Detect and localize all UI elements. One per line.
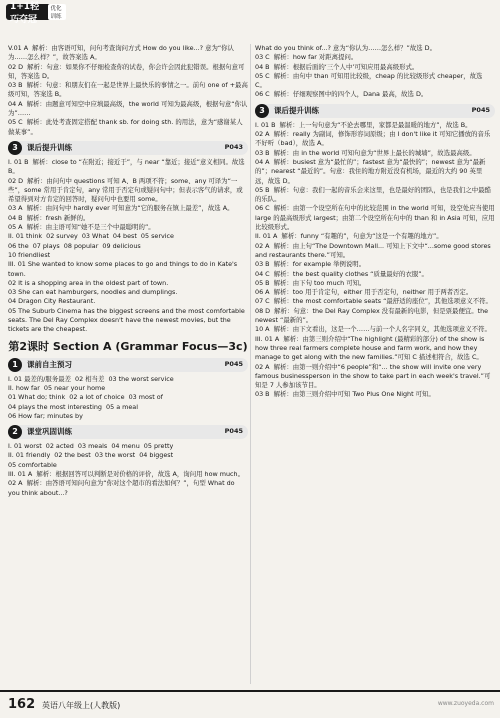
answer-line: 05 B 解析：句意：我们一起的音乐会来这里，也是最好的团队，也是我们之中最酷的乐队。 xyxy=(255,185,491,204)
answer-line: 04 plays the most interesting 05 a meal xyxy=(8,402,138,411)
answer-line: 03 C 解析：how far 对距离提问。 xyxy=(255,53,358,62)
section-page: P045 xyxy=(471,106,490,115)
section-title: 课堂巩固训练 xyxy=(27,427,72,437)
section-title: 课后提升训练 xyxy=(27,143,72,153)
footer-rule xyxy=(0,690,500,692)
answer-line: 04 A 解析：busiest 意为“最忙的”；fastest 意为“最快的”；newest 意为“最新的”；nearest “最近的”。句意：我住的地方附近没有机场，最近的大约 90 英里远，故选 D。 xyxy=(255,157,486,185)
watermark: www.zuoyeda.com xyxy=(437,700,494,707)
section-number: 3 xyxy=(255,104,269,118)
answer-line: II. 01 think 02 survey 03 What 04 best 05 service xyxy=(8,232,174,241)
section-header-post-class xyxy=(8,141,248,155)
answer-line: 03 B 解析：由 in the world 可知句意为“世界上最长的城墙”，故选最高级。 xyxy=(255,148,476,157)
column-divider xyxy=(250,44,251,684)
section-header-preview xyxy=(8,358,248,372)
answer-line: What do you think of...? 意为“你认为……怎么样？”故选 D。 xyxy=(255,44,436,52)
section-number: 2 xyxy=(8,425,22,439)
section-header-post-class-2 xyxy=(255,104,495,118)
answer-line: 06 the 07 plays 08 popular 09 delicious xyxy=(8,241,141,250)
answer-line: I. 01 worst 02 acted 03 meals 04 menu 05 pretty xyxy=(8,442,174,451)
section-title: 课前自主预习 xyxy=(27,359,72,369)
answer-line: 06 A 解析：too 用于肯定句，either 用于否定句，neither 用于两者否定。 xyxy=(255,288,473,297)
logo-text: 1+1轻巧夺冠 xyxy=(10,2,40,25)
page-footer xyxy=(0,690,500,718)
section-page: P045 xyxy=(224,359,243,368)
section-number: 1 xyxy=(8,358,22,372)
answer-line: II. 01 A 解析：funny “有趣的”，句意为“这是一个有趣的地方”。 xyxy=(255,232,443,241)
answer-line: III. 01 She wanted to know some places to go and things to do in Kate's town. xyxy=(8,260,240,278)
answer-line: 02 It is a shopping area in the oldest part of town. xyxy=(8,278,169,287)
answer-line: 02 D 解析：句意：如果你不仔细检查你的试卷，你会许会因此犯错误。根据句意可知，答案选 D。 xyxy=(8,62,245,80)
logo-tag: 优化训练 xyxy=(48,4,66,20)
answer-line: 04 A 解析：由题意可知空中应填最高级，the world 可知为最高级，根据句意“你认为”…… xyxy=(8,99,248,118)
answer-line: 10 friendliest xyxy=(8,250,51,259)
answer-line: I. 01 B 解析：close to “在附近；接近于”，与 near “靠近；接近”意义相同。故选 B。 xyxy=(8,157,247,176)
answer-line: 04 B 解析：fresh 新鲜的。 xyxy=(8,213,90,222)
answer-line: 06 C 解析：由第一个设空所在句中的比较范围 in the world 可知，设空处应当使用 large 的最高级形式 largest；由第二个设空所在句中的 than 和 in Asia 可知，应用比较级形式。 xyxy=(255,204,497,232)
answer-line: 06 C 解析：仔细观察图中的四个人，Dana 最高，故选 D。 xyxy=(255,90,428,99)
answer-line: 05 The Suburb Cinema has the biggest screens and the most comfortable seats. The Del Ray Complex doesn't have the newest movies, but the tickets are the cheapest. xyxy=(8,306,247,334)
section-title: 课后提升训练 xyxy=(274,106,319,116)
answer-line: 02 A 解析：由第一则介绍中“6 people”和“... the show will invite one very famous businessperson in the show to take part in each week's travel.”可知是 7 人参加该节目。 xyxy=(255,362,491,390)
section-page: P045 xyxy=(224,427,243,436)
left-column xyxy=(8,44,248,498)
answer-line: III. 01 A 解析：根据回答可以判断是对价格的评价，故选 A，询问用 how much。 xyxy=(8,469,244,478)
answer-line: 04 C 解析：the best quality clothes “质量最好的衣服”。 xyxy=(255,269,428,278)
answer-line: 04 B 解析：根据后面的‘三个人中’可知应用最高级形式。 xyxy=(255,62,419,71)
answer-line: 05 C 解析：由句中 than 可知用比较级，cheap 的比较级形式 cheaper，故选 C。 xyxy=(255,71,485,90)
answer-line: V.01 A 解析：由客语可知，问句考查询问方式 How do you like...? 意为“你认为……怎么样？”，故答案选 A。 xyxy=(8,44,234,62)
answer-line: 03 B 解析：句意：和朋友们在一起是世界上最快乐的事情之一。前句 one of +最高级可知，答案选 B。 xyxy=(8,81,248,99)
answer-line: 07 C 解析：the most comfortable seats “最舒适的座位”，其他选项意义不符。 xyxy=(255,297,492,306)
answer-line: 03 A 解析：由问句中 hardly ever 可知意为“它的服务在镇上最差”，故选 A。 xyxy=(8,204,234,213)
answer-line: 03 B 解析：for example 举例说明。 xyxy=(255,260,366,269)
answer-line: 01 What do; think 02 a lot of choice 03 most of xyxy=(8,393,163,402)
answer-line: 02 A 解析：由上句“The Downtown Mall... 可知上下文中“...some good stores and restaurants there.”可知。 xyxy=(255,241,493,259)
answer-line: 08 D 解析：句意：the Del Ray Complex 没有最新的电影，但是票最便宜。the newest “最新的”。 xyxy=(255,306,491,325)
answer-line: 05 B 解析：由下句 too much 可知。 xyxy=(255,278,366,287)
brand-logo xyxy=(6,2,66,25)
answer-line: 05 A 解析：由主语可知“她不是三个中最聪明的”。 xyxy=(8,223,155,232)
answer-line: 03 B 解析：由第三则介绍中可知 Two Plus One Night 可知。 xyxy=(255,390,435,399)
page-number: 162 xyxy=(8,697,36,712)
answer-line: I. 01 最差的/服务最差 02 相当差 03 the worst service xyxy=(8,374,174,383)
answer-line: I. 01 B 解析：上一句句意为“不论去哪里，家都是最温暖的地方”，故选 B。 xyxy=(255,120,472,129)
lesson-title: 第2课时 Section A (Grammar Focus—3c) xyxy=(8,339,248,353)
answer-line: 03 She can eat hamburgers, noodles and dumplings. xyxy=(8,288,178,297)
section-number: 3 xyxy=(8,141,22,155)
answer-line: 02 A 解析：由答语可知问句意为“你对这个超市的看法如何？”，句型 What do you think about...? xyxy=(8,479,237,497)
answer-line: 02 D 解析：由问句中 questions 可知 A、B 两项不符；some、any 可译为“一些”，some 常用于肯定句，any 常用于否定句或疑问句中；但表示客气的请求，或希望得到对方肯定的回答时，疑问句中也要用 some。 xyxy=(8,176,243,204)
section-page: P043 xyxy=(224,143,243,152)
answer-line: II. 01 friendly 02 the best 03 the worst 04 biggest xyxy=(8,451,174,460)
answer-line: 06 How far; minutes by xyxy=(8,411,83,420)
section-header-in-class xyxy=(8,425,248,439)
answer-line: 05 comfortable xyxy=(8,460,57,469)
answer-line: 05 C 解析：此处考查固定搭配 thank sb. for doing sth. 的用法，意为“感谢某人做某事”。 xyxy=(8,118,243,136)
right-column xyxy=(255,44,495,400)
answer-line: 02 A 解析：really 为副词，修饰形容词原级；由 I don't like it 可知它播放的音乐不好听（bad），故选 A。 xyxy=(255,130,491,148)
answer-line: 04 Dragon City Restaurant. xyxy=(8,297,96,306)
answer-line: II. how far 05 near your home xyxy=(8,383,106,392)
answer-line: 10 A 解析：由下文看出，这是一个……与前一个人名字同义，其他选项意义不符。 xyxy=(255,325,491,334)
book-title: 英语八年级上(人教版) xyxy=(42,701,121,710)
answer-line: III. 01 A 解析：由第三则介绍中“The highlight (最精彩的部分) of the show is how three real farmers complete house and farm work, and how they manage to get along with the new families.”可知 C 描述相符合，故选 C。 xyxy=(255,334,487,362)
